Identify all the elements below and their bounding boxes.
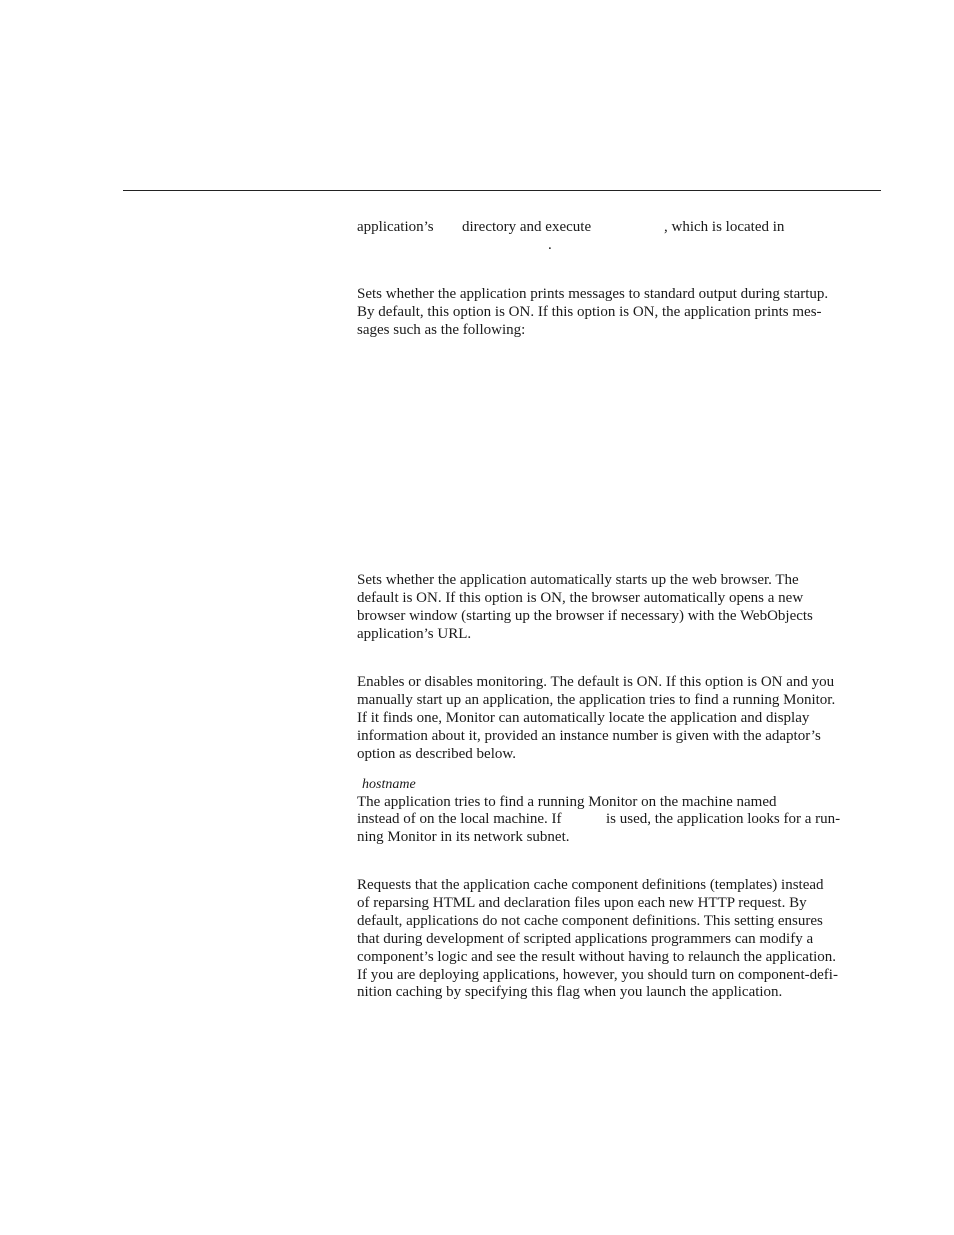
intro-period: .: [548, 237, 552, 253]
header-rule: [123, 190, 881, 191]
paragraph-line: sages such as the following:: [357, 321, 526, 338]
paragraph-line: By default, this option is ON. If this option is ON, the application prints mes-: [357, 303, 822, 320]
intro-applications-text: application’s: [357, 219, 434, 235]
paragraph-line: information about it, provided an instance number is given with the adaptor’s: [357, 727, 821, 744]
hostname-argument: hostname: [362, 777, 416, 792]
startup-messages-paragraph: [357, 286, 857, 340]
monitor-host-line-2b: is used, the application looks for a run-: [606, 811, 841, 827]
paragraph-line: default, applications do not cache component definitions. This setting ensures: [357, 912, 823, 929]
paragraph-line: browser window (starting up the browser if necessary) with the WebObjects: [357, 607, 813, 624]
intro-located-text: , which is located in: [664, 219, 785, 235]
paragraph-line: Sets whether the application prints messages to standard output during startup.: [357, 286, 829, 302]
paragraph-line: Sets whether the application automatically starts up the web browser. The: [357, 572, 799, 588]
paragraph-line: option as described below.: [357, 745, 516, 762]
paragraph-line: nition caching by specifying this flag when you launch the application.: [357, 984, 783, 1001]
paragraph-line: component’s logic and see the result without having to relaunch the application.: [357, 948, 837, 965]
launch-browser-paragraph: [357, 572, 857, 644]
monitor-host-line-2a: instead of on the local machine. If: [357, 811, 562, 827]
intro-directory-text: directory and execute: [462, 219, 592, 235]
paragraph-line: Requests that the application cache component definitions (templates) instead: [357, 877, 824, 893]
caching-paragraph: [357, 877, 857, 1002]
paragraph-line: Enables or disables monitoring. The default is ON. If this option is ON and you: [357, 674, 835, 690]
monitor-host-line-3: ning Monitor in its network subnet.: [357, 829, 570, 845]
paragraph-line: If it finds one, Monitor can automatically locate the application and display: [357, 709, 810, 726]
paragraph-line: manually start up an application, the application tries to find a running Monitor.: [357, 691, 836, 708]
paragraph-line: that during development of scripted applications programmers can modify a: [357, 930, 814, 947]
paragraph-line: default is ON. If this option is ON, the browser automatically opens a new: [357, 589, 804, 606]
monitor-host-line-1: The application tries to find a running Monitor on the machine named: [357, 794, 777, 810]
paragraph-line: If you are deploying applications, however, you should turn on component-defi-: [357, 966, 838, 983]
monitoring-paragraph: [357, 674, 857, 764]
paragraph-line: of reparsing HTML and declaration files upon each new HTTP request. By: [357, 894, 807, 911]
paragraph-line: application’s URL.: [357, 625, 472, 642]
